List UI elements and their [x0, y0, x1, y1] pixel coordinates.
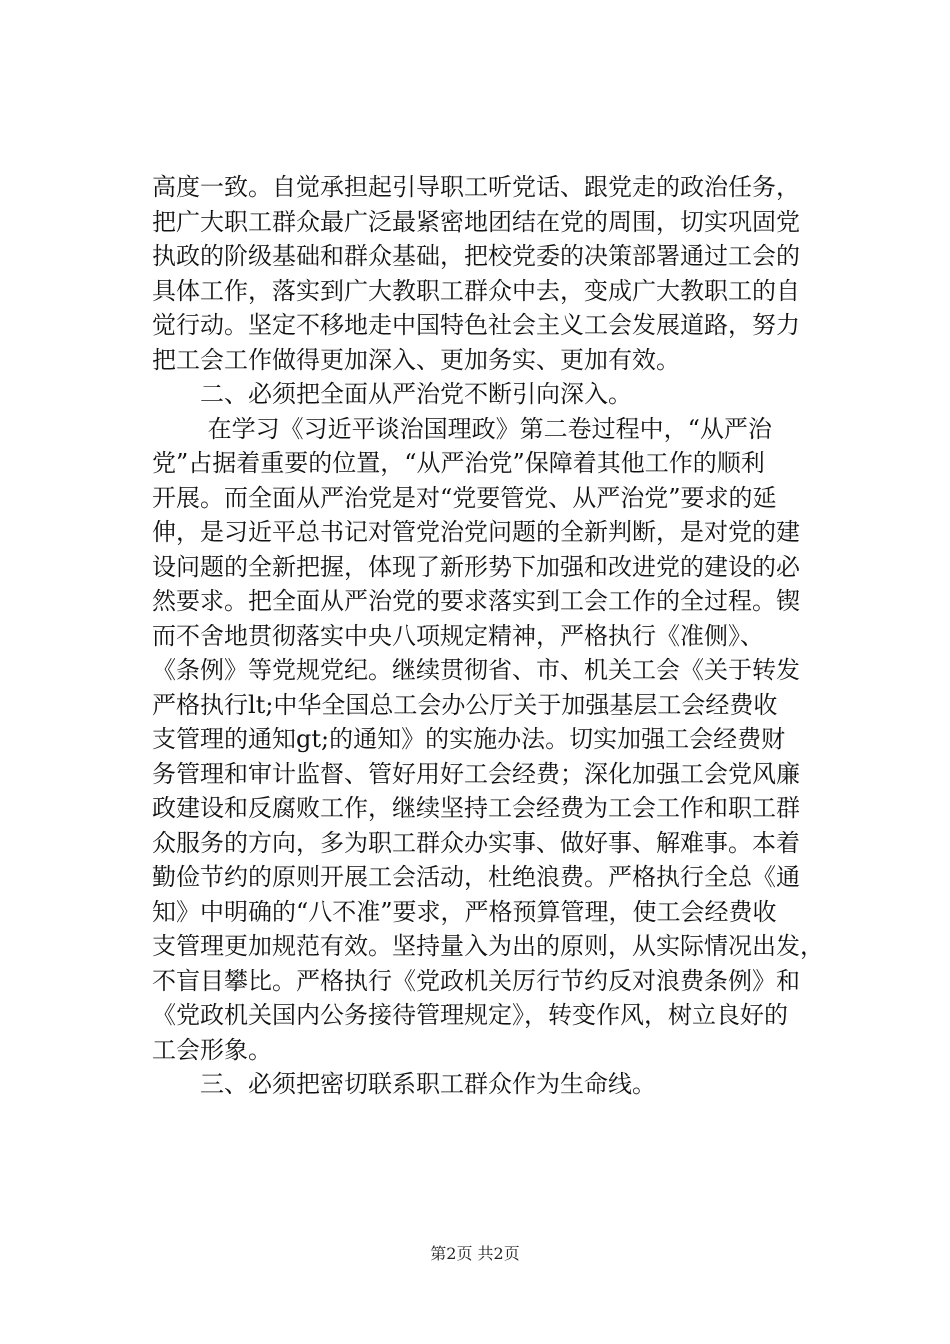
text-line: 设问题的全新把握，体现了新形势下加强和改进党的建设的必 [152, 552, 800, 581]
text-line: 把广大职工群众最广泛最紧密地团结在党的周围，切实巩固党 [152, 207, 800, 236]
text-line: 伸，是习近平总书记对管党治党问题的全新判断，是对党的建 [152, 518, 800, 546]
text-line: 知》中明确的“八不准”要求，严格预算管理，使工会经费收 [152, 897, 777, 926]
text-line: 支管理的通知gt;的通知》的实施办法。切实加强工会经费财 [152, 725, 786, 753]
text-line: 把工会工作做得更加深入、更加务实、更加有效。 [152, 345, 680, 374]
body-text [152, 170, 842, 1102]
text-line: 执政的阶级基础和群众基础，把校党委的决策部署通过工会的 [152, 242, 800, 270]
text-line: 具体工作，落实到广大教职工群众中去，变成广大教职工的自 [152, 276, 800, 305]
text-line: 党”占据着重要的位置，“从严治党”保障着其他工作的顺利 [152, 449, 765, 477]
text-line: 众服务的方向，多为职工群众办实事、做好事、解难事。本着 [152, 828, 800, 857]
text-line: 工会形象。 [152, 1035, 272, 1064]
text-line: 而不舍地贯彻落实中央八项规定精神，严格执行《准侧》、 [152, 621, 764, 650]
text-line: 务管理和审计监督、管好用好工会经费；深化加强工会党风廉 [152, 759, 800, 788]
text-line: 严格执行lt;中华全国总工会办公厅关于加强基层工会经费收 [152, 690, 778, 719]
text-line: 开展。而全面从严治党是对“党要管党、从严治党”要求的延 [152, 483, 777, 512]
text-line: 觉行动。坚定不移地走中国特色社会主义工会发展道路，努力 [152, 311, 800, 339]
page-footer: 第2页 共2页 [430, 1244, 520, 1263]
section-heading: 三、必须把密切联系职工群众作为生命线。 [152, 1070, 656, 1098]
text-line: 政建设和反腐败工作，继续坚持工会经费为工会工作和职工群 [152, 794, 800, 822]
section-heading: 二、必须把全面从严治党不断引向深入。 [152, 380, 632, 408]
text-line: 在学习《习近平谈治国理政》第二卷过程中，“从严治 [152, 414, 772, 443]
text-line: 然要求。把全面从严治党的要求落实到工会工作的全过程。锲 [152, 587, 800, 615]
text-line: 《条例》等党规党纪。继续贯彻省、市、机关工会《关于转发 [152, 656, 800, 684]
text-line: 不盲目攀比。严格执行《党政机关厉行节约反对浪费条例》和 [152, 966, 800, 995]
text-line: 支管理更加规范有效。坚持量入为出的原则，从实际情况出发， [152, 932, 824, 960]
text-line: 《党政机关国内公务接待管理规定》，转变作风，树立良好的 [152, 1001, 788, 1029]
text-line: 高度一致。自觉承担起引导职工听党话、跟党走的政治任务， [152, 173, 800, 201]
text-line: 勤俭节约的原则开展工会活动，杜绝浪费。严格执行全总《通 [152, 863, 800, 891]
